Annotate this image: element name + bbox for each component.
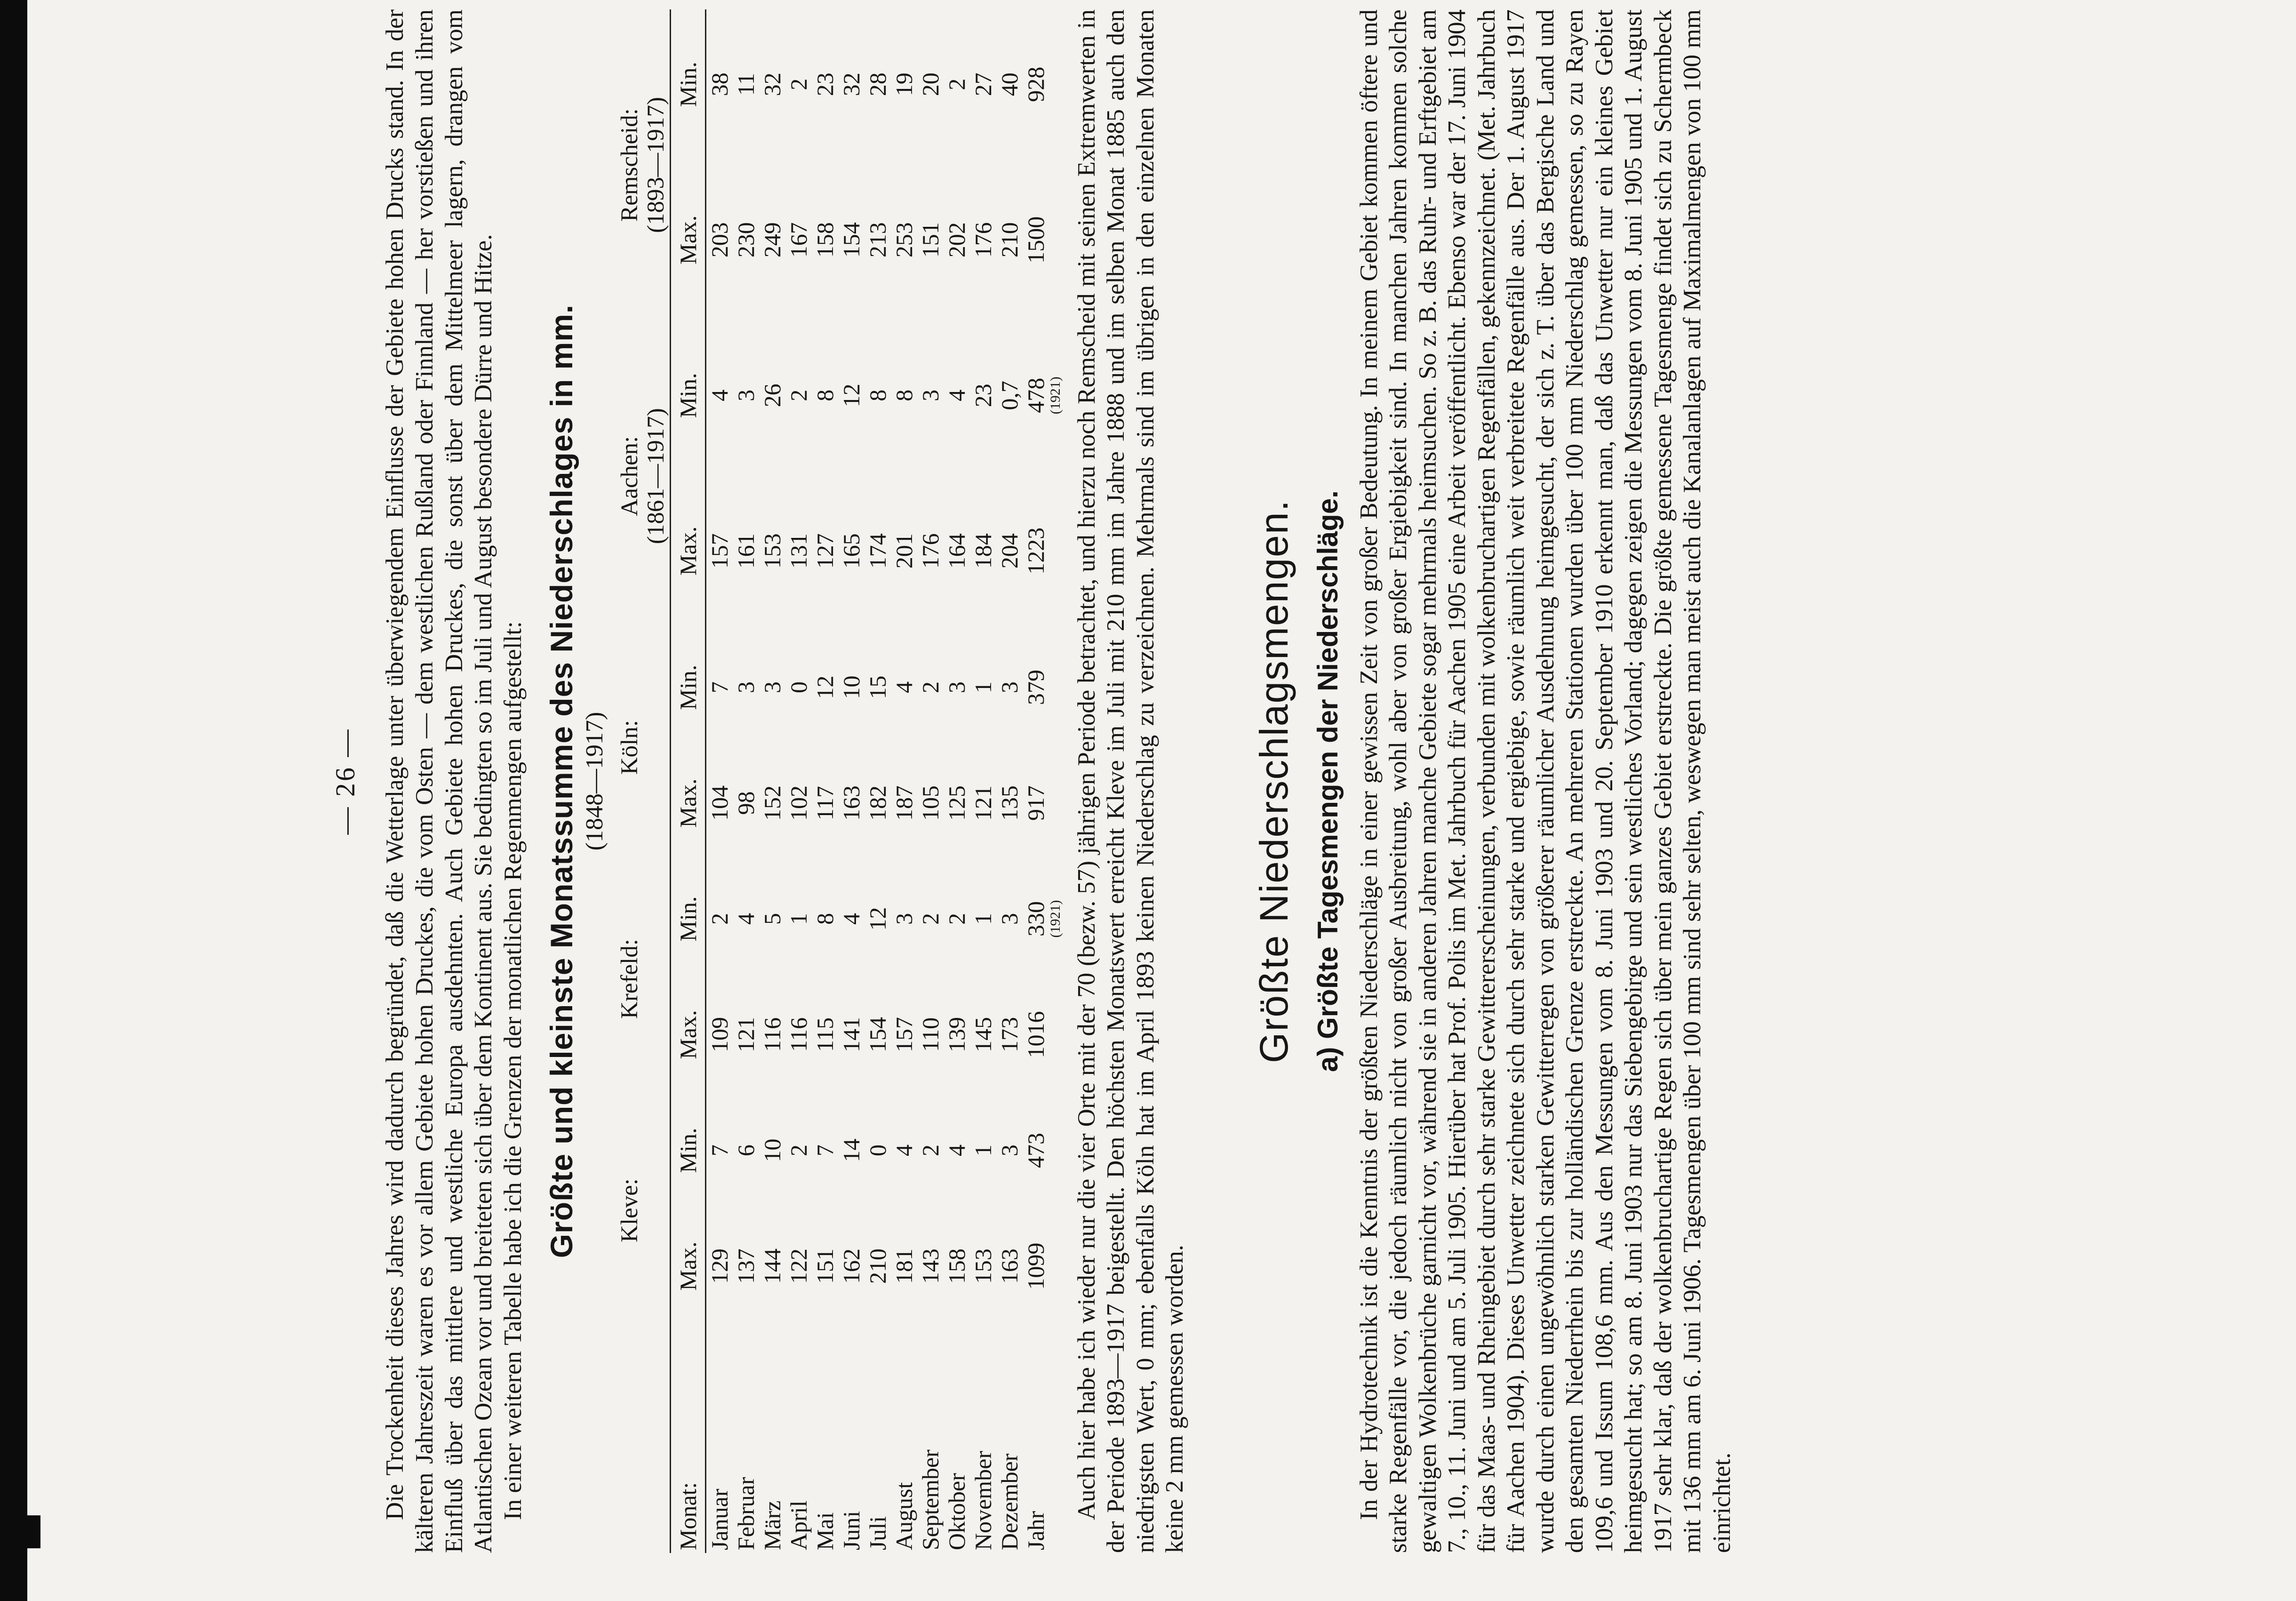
- value-cell: 181: [890, 1248, 917, 1284]
- value-cell: 104: [706, 785, 733, 821]
- station-years-remscheid: (1893—1917): [643, 97, 670, 233]
- value-cell: 0: [864, 1144, 891, 1156]
- header-monat: Monat:: [670, 1326, 705, 1553]
- value-cell: 121: [732, 1017, 759, 1052]
- note-cell: (1921): [1047, 376, 1063, 415]
- value-cell: 12: [838, 384, 864, 408]
- value-cell: 121: [969, 785, 996, 821]
- value-cell: 3: [759, 681, 785, 694]
- value-cell: 12: [864, 907, 891, 931]
- value-cell: 161: [732, 533, 759, 569]
- value-cell: 28: [864, 72, 891, 96]
- header-min: Min.: [670, 9, 705, 159]
- value-cell: 1: [969, 913, 996, 925]
- value-cell: 4: [890, 1144, 917, 1156]
- after-table-paragraph: Auch hier habe ich wieder nur die vier Orte mit der 70 (bezw. 57) jährigen Periode betrachtet, und hierzu noch Remscheid mit seinen Extremwerten in der Periode 1893—1917 beigestellt. Den höchsten Monatswert erreicht Kleve im Juli mit 210 mm im Jahre 1888 und im selben Monat 1885 auch den niedrigsten Wert, 0 mm; ebenfalls Köln hat im April 1893 keinen Niederschlag zu verzeichnen. Mehrmals sind im übrigen in den einzelnen Monaten keine 2 mm gemessen worden.: [1072, 9, 1189, 1553]
- value-cell: 5: [759, 913, 785, 925]
- value-cell: 8: [811, 389, 838, 401]
- value-cell: 157: [890, 1017, 917, 1052]
- value-cell: 8: [811, 913, 838, 925]
- value-cell: 2: [785, 78, 812, 90]
- table-row: [733, 9, 759, 1553]
- value-cell: 26: [759, 384, 785, 408]
- value-cell: 20: [917, 72, 944, 96]
- value-cell: 98: [732, 791, 759, 815]
- value-cell: 145: [969, 1017, 996, 1052]
- month-cell: Jahr: [1022, 1511, 1049, 1550]
- value-cell: 32: [838, 72, 864, 96]
- value-cell: 249: [759, 222, 785, 258]
- station-years-empty: [643, 1326, 670, 1553]
- header-max: Max.: [670, 975, 705, 1095]
- value-cell: 917: [1022, 785, 1049, 821]
- value-cell: 2: [943, 913, 970, 925]
- value-cell: 158: [943, 1248, 970, 1284]
- station-cell-empty: [616, 1326, 643, 1553]
- section-title: Größte Niederschlagsmengen.: [1251, 499, 1296, 1063]
- station-krefeld: Krefeld:: [616, 939, 643, 1019]
- month-cell: Juni: [838, 1511, 864, 1550]
- header-min: Min.: [670, 1095, 705, 1206]
- value-cell: 3: [996, 913, 1023, 925]
- note-cell: (1921): [1047, 900, 1063, 938]
- value-cell: 4: [943, 1144, 970, 1156]
- note-cell: [1049, 159, 1062, 320]
- value-cell: 3: [943, 681, 970, 694]
- value-cell: 379: [1022, 670, 1049, 705]
- value-cell: 7: [706, 1144, 733, 1156]
- value-cell: 163: [838, 785, 864, 821]
- value-cell: 11: [732, 73, 759, 96]
- value-cell: 204: [996, 533, 1023, 569]
- value-cell: 167: [785, 222, 812, 258]
- value-cell: 139: [943, 1017, 970, 1052]
- value-cell: 19: [890, 72, 917, 96]
- value-cell: 115: [811, 1017, 838, 1052]
- station-kleve: Kleve:: [616, 1178, 643, 1242]
- value-cell: 23: [811, 72, 838, 96]
- value-cell: 14: [838, 1138, 864, 1162]
- rotated-page-container: [329, 9, 2259, 1553]
- value-cell: 174: [864, 533, 891, 569]
- value-cell: 125: [943, 785, 970, 821]
- note-cell: [1049, 743, 1062, 863]
- value-cell: 164: [943, 533, 970, 569]
- header-max: Max.: [670, 743, 705, 863]
- value-cell: 154: [838, 222, 864, 258]
- document-page: [329, 9, 2259, 1553]
- station-years-koeln: [643, 632, 670, 863]
- value-cell: 3: [732, 681, 759, 694]
- value-cell: 2: [785, 1144, 812, 1156]
- note-cell: [1049, 9, 1062, 159]
- table-row: [996, 9, 1023, 1553]
- value-cell: 2: [943, 78, 970, 90]
- station-years-krefeld: [643, 863, 670, 1095]
- value-cell: 135: [996, 785, 1023, 821]
- table-row: [705, 9, 733, 1553]
- value-cell: 129: [706, 1248, 733, 1284]
- month-cell: April: [785, 1500, 812, 1550]
- value-cell: 210: [996, 222, 1023, 258]
- station-koeln: Köln:: [616, 720, 643, 775]
- value-cell: 176: [917, 533, 944, 569]
- header-max: Max.: [670, 159, 705, 320]
- value-cell: 4: [706, 389, 733, 401]
- intro-paragraph-2: In einer weiteren Tabelle habe ich die Grenzen der monatlichen Regenmengen aufgestellt:: [499, 621, 527, 1520]
- value-cell: 141: [838, 1017, 864, 1052]
- value-cell: 131: [785, 533, 812, 569]
- value-cell: 32: [759, 72, 785, 96]
- value-cell: 162: [838, 1248, 864, 1284]
- value-cell: 154: [864, 1017, 891, 1052]
- value-cell: 1099: [1022, 1242, 1049, 1290]
- table-row: [838, 9, 864, 1553]
- value-cell: 40: [996, 72, 1023, 96]
- value-cell: 127: [811, 533, 838, 569]
- value-cell: 105: [917, 785, 944, 821]
- station-years-kleve: [643, 1095, 670, 1326]
- value-cell: 2: [706, 913, 733, 925]
- value-cell: 158: [811, 222, 838, 258]
- table-row: [812, 9, 838, 1553]
- value-cell: 2: [917, 913, 944, 925]
- month-cell: Oktober: [943, 1473, 970, 1550]
- scan-edge-mark: [27, 1515, 40, 1548]
- precipitation-table: [616, 9, 1061, 1553]
- value-cell: 4: [732, 913, 759, 925]
- value-cell: 3: [996, 681, 1023, 694]
- table-row: [891, 9, 917, 1553]
- value-cell: 153: [759, 533, 785, 569]
- table-row: [785, 9, 812, 1553]
- table-row: [1023, 9, 1049, 1553]
- table-row: [944, 9, 970, 1553]
- month-cell: September: [917, 1449, 944, 1550]
- table-row: [864, 9, 891, 1553]
- value-cell: 201: [890, 533, 917, 569]
- note-cell: [1049, 1206, 1062, 1326]
- value-cell: 151: [917, 222, 944, 258]
- value-cell: 1: [969, 1144, 996, 1156]
- value-cell: 122: [785, 1248, 812, 1284]
- month-cell: November: [969, 1450, 996, 1550]
- station-remscheid: Remscheid:: [616, 108, 643, 222]
- value-cell: 3: [732, 389, 759, 401]
- value-cell: 109: [706, 1017, 733, 1052]
- value-cell: 7: [811, 1144, 838, 1156]
- value-cell: 152: [759, 785, 785, 821]
- value-cell: 1: [969, 681, 996, 694]
- table-title: Größte und kleinste Monatssumme des Niederschlages in mm.: [544, 304, 579, 1258]
- value-cell: 928: [1022, 66, 1049, 102]
- header-max: Max.: [670, 470, 705, 632]
- value-cell: 2: [917, 681, 944, 694]
- month-cell: März: [759, 1500, 785, 1550]
- value-cell: 23: [969, 384, 996, 408]
- value-cell: 3: [996, 1144, 1023, 1156]
- value-cell: 15: [864, 675, 891, 699]
- value-cell: 12: [811, 675, 838, 699]
- scan-edge-bar: [0, 0, 27, 1601]
- value-cell: 143: [917, 1248, 944, 1284]
- station-years-aachen: (1861—1917): [643, 408, 670, 544]
- month-cell: Januar: [706, 1489, 733, 1550]
- page-number: — 26 —: [330, 728, 360, 835]
- section-paragraph: In der Hydrotechnik ist die Kenntnis der größten Niederschläge in einer gewissen Zeit von großer Bedeutung. In meinem Gebiet kommen öftere und starke Regenfälle vor, die jedoch räumlich nicht von großer Ausbreitung, wohl aber von großer Ergiebigkeit sind. In manchen Jahren kommen solche gewaltigen Wolkenbrüche garnicht vor, während sie in anderen Jahren manche Gebiete sogar mehrmals heimsuchen. So z. B. das Ruhr- und Erftgebiet am 7., 10., 11. Juni und am 5. Juli 1905. Hierüber hat Prof. Polis im Met. Jahrbuch für Aachen 1905 eine Arbeit veröffentlicht. Ebenso war der 17. Juni 1904 für das Maas- und Rheingebiet durch sehr starke Gewittererscheinungen, verbunden mit wolkenbruchartigen Regenfällen, gekennzeichnet. (Met. Jahrbuch für Aachen 1904). Dieses Unwetter zeichnete sich durch sehr starke und ergiebige, sowie räumlich weit verbreitete Regenfälle aus. Der 1. August 1917 wurde durch einen ungewöhnlich starken Gewitterregen von größerer räumlicher Ausdehnung heimgesucht, der sich z. T. über das Bergische Land und den gesamten Niederrhein bis zur holländischen Grenze erstreckte. An mehreren Stationen wurden über 100 mm Niederschlag gemessen, so zu Rayen 109,6 und Issum 108,6 mm. Aus den Messungen vom 8. Juni 1903 und 20. September 1910 erkennt man, daß das Unwetter nur ein kleines Gebiet heimgesucht hat; so am 8. Juni 1903 nur das Siebengebirge und sein westliches Vorland; dagegen zeigen die Messungen vom 8. Juni 1905 und 1. August 1917 sehr klar, daß der wolkenbruchartige Regen sich über mein ganzes Gebiet erstreckte. Die größte gemessene Tagesmenge findet sich zu Schermbeck mit 136 mm am 6. Juni 1906. Tagesmengen über 100 mm sind sehr selten, weswegen man meist auch die Kanalanlagen auf Maximalmengen von 100 mm einrichtet.: [1355, 9, 1736, 1553]
- table-row: [917, 9, 944, 1553]
- month-cell: Juli: [864, 1516, 891, 1550]
- value-cell: 3: [890, 913, 917, 925]
- value-cell: 8: [864, 389, 891, 401]
- value-cell: 7: [706, 681, 733, 694]
- value-cell: 184: [969, 533, 996, 569]
- value-cell: 38: [706, 72, 733, 96]
- month-cell: August: [890, 1482, 917, 1550]
- station-years-row: [643, 9, 670, 1553]
- value-cell: 230: [732, 222, 759, 258]
- note-cell: [1049, 632, 1062, 743]
- table-row: [970, 9, 996, 1553]
- value-cell: 187: [890, 785, 917, 821]
- value-cell: 10: [838, 675, 864, 699]
- value-cell: 0: [785, 681, 812, 694]
- value-cell: 2: [917, 1144, 944, 1156]
- value-cell: 0,7: [996, 380, 1023, 410]
- value-cell: 202: [943, 222, 970, 258]
- value-cell: 4: [943, 389, 970, 401]
- value-cell: 116: [759, 1017, 785, 1052]
- value-cell: 157: [706, 533, 733, 569]
- header-max: Max.: [670, 1206, 705, 1326]
- table-header-row: [670, 9, 705, 1553]
- value-cell: 4: [890, 681, 917, 694]
- value-cell: 1016: [1022, 1011, 1049, 1058]
- intro-paragraph-1: Die Trockenheit dieses Jahres wird dadurch begründet, daß die Wetterlage unter überwiegendem Einflusse der Gebiete hohen Drucks stand. In der kälteren Jahreszeit waren es vor allem Gebiete hohen Druckes, die vom Osten — dem westlichen Rußland oder Finnland — her vorstießen und ihren Einfluß über das mittlere und westliche Europa ausdehnten. Auch Gebiete hohen Druckes, die sonst über dem Mittelmeer lagern, drangen vom Atlantischen Ozean vor und breiteten sich über dem Kontinent aus. Sie bedingten so im Juli und August besondere Dürre und Hitze.: [381, 9, 497, 1553]
- value-cell: 8: [890, 389, 917, 401]
- month-cell: Dezember: [996, 1453, 1023, 1550]
- value-cell: 176: [969, 222, 996, 258]
- note-cell: [1049, 1095, 1062, 1206]
- value-cell: 473: [1022, 1132, 1049, 1168]
- value-cell: 3: [917, 389, 944, 401]
- table-years: (1848—1917): [581, 712, 608, 851]
- value-cell: 6: [732, 1144, 759, 1156]
- value-cell: 165: [838, 533, 864, 569]
- section-subtitle: a) Größte Tagesmengen der Niederschläge.: [1312, 490, 1344, 1072]
- value-cell: 173: [996, 1017, 1023, 1052]
- value-cell: 1: [785, 913, 812, 925]
- value-cell: 151: [811, 1248, 838, 1284]
- value-cell: 213: [864, 222, 891, 258]
- value-cell: 478: [1022, 377, 1049, 413]
- value-cell: 182: [864, 785, 891, 821]
- header-min: Min.: [670, 863, 705, 975]
- header-min: Min.: [670, 632, 705, 743]
- month-cell: Mai: [811, 1512, 838, 1550]
- value-cell: 137: [732, 1248, 759, 1284]
- note-cell: [1049, 975, 1062, 1095]
- note-cell: [1049, 470, 1062, 632]
- station-aachen: Aachen:: [616, 436, 643, 516]
- value-cell: 203: [706, 222, 733, 258]
- value-cell: 4: [838, 913, 864, 925]
- table-row: [759, 9, 785, 1553]
- station-row: [616, 9, 643, 1553]
- value-cell: 102: [785, 785, 812, 821]
- value-cell: 1223: [1022, 527, 1049, 575]
- table-body: [705, 9, 1062, 1553]
- header-min: Min.: [670, 320, 705, 470]
- value-cell: 163: [996, 1248, 1023, 1284]
- note-cell: [1049, 1326, 1062, 1553]
- value-cell: 330: [1022, 901, 1049, 937]
- value-cell: 153: [969, 1248, 996, 1284]
- value-cell: 2: [785, 389, 812, 401]
- notes-row: [1049, 9, 1062, 1553]
- value-cell: 210: [864, 1248, 891, 1284]
- value-cell: 253: [890, 222, 917, 258]
- value-cell: 116: [785, 1017, 812, 1052]
- value-cell: 27: [969, 72, 996, 96]
- value-cell: 117: [811, 785, 838, 821]
- value-cell: 110: [917, 1017, 944, 1052]
- value-cell: 144: [759, 1248, 785, 1284]
- value-cell: 10: [759, 1138, 785, 1162]
- value-cell: 1500: [1022, 216, 1049, 264]
- month-cell: Februar: [732, 1477, 759, 1550]
